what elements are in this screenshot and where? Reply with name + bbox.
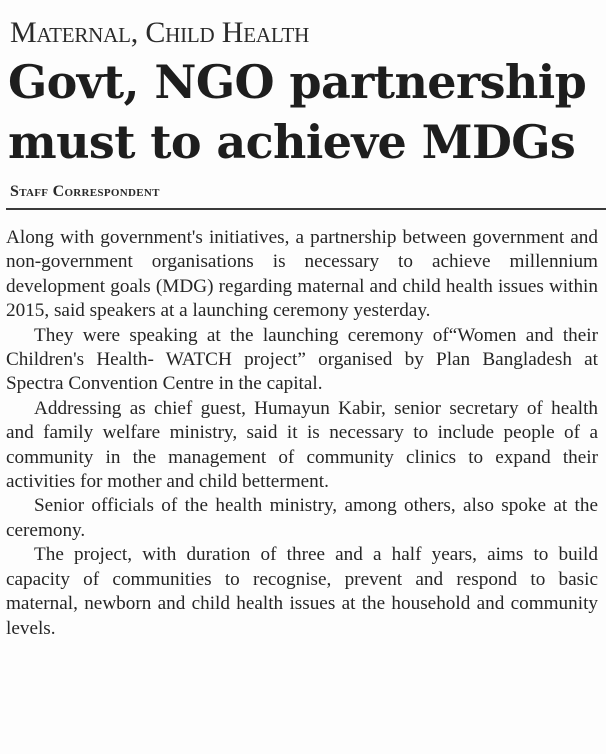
paragraph-3: Addressing as chief guest, Humayun Kabir, senior secretary of health and family welfare ministry, said it is necessary to include people of a community in the management of community clinics to expand their activities for mother and child betterment.: [6, 397, 598, 493]
section-kicker: Maternal, Child Health: [10, 16, 310, 49]
paragraph-4: Senior officials of the health ministry, among others, also spoke at the ceremony.: [6, 495, 598, 541]
article-body: [6, 226, 598, 641]
headline-line-2: must to achieve MDGs: [8, 115, 576, 169]
headline-line-1: Govt, NGO partnership: [8, 55, 587, 109]
paragraph-5: The project, with duration of three and a half years, aims to build capacity of communities to recognise, prevent and respond to basic maternal, newborn and child health issues at the household and community levels.: [6, 544, 598, 639]
byline: Staff Correspondent: [10, 183, 160, 200]
paragraph-1: Along with government's initiatives, a partnership between government and non-government organisations is necessary to achieve millennium development goals (MDG) regarding maternal and child health issues within 2015, said speakers at a launching ceremony yesterday.: [6, 227, 598, 322]
paragraph-2: They were speaking at the launching ceremony of“Women and their Children's Health- WATCH project” organised by Plan Bangladesh at Spectra Convention Centre in the capital.: [6, 324, 598, 395]
byline-divider: [6, 208, 606, 210]
headline: [8, 52, 604, 172]
